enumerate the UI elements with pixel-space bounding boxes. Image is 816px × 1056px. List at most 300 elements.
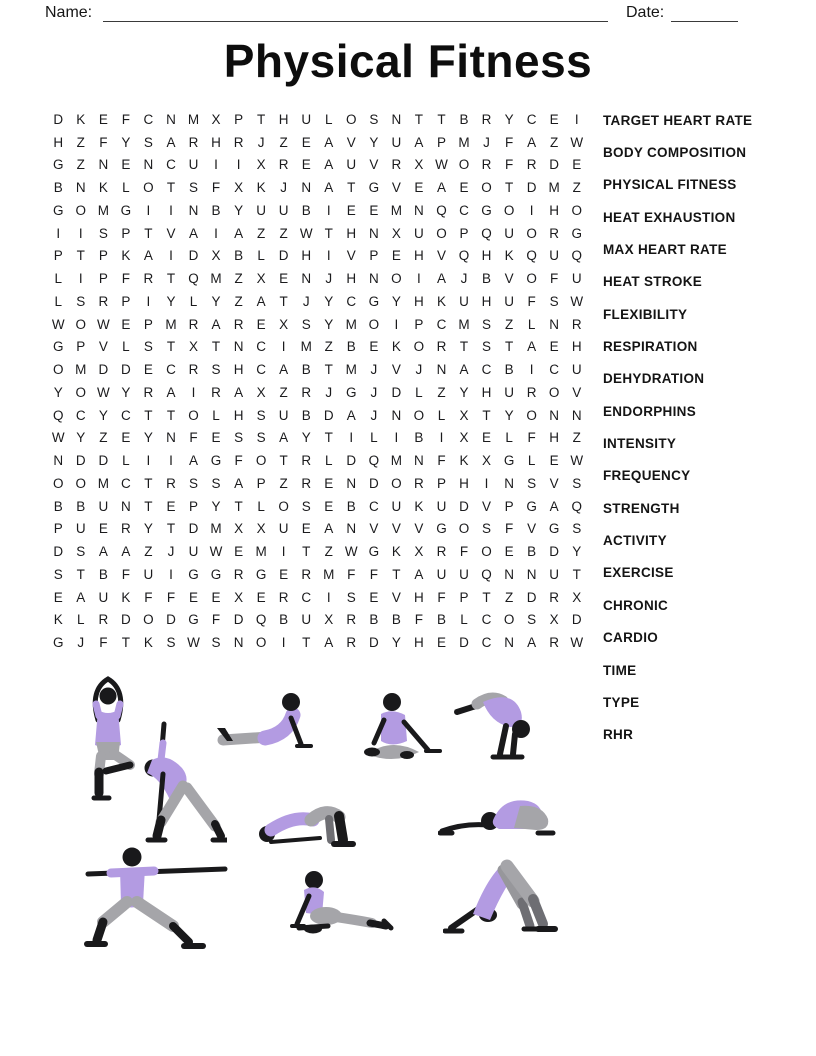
grid-cell-r14c2: C bbox=[75, 407, 86, 423]
grid-cell-r3c22: R bbox=[526, 157, 537, 173]
grid-cell-r23c8: F bbox=[211, 612, 221, 628]
grid-cell-r8c5: R bbox=[143, 271, 154, 287]
grid-cell-r1c10: T bbox=[257, 111, 266, 127]
grid-cell-r16c9: F bbox=[234, 453, 243, 469]
grid-cell-r9c19: U bbox=[459, 293, 469, 309]
grid-cell-r17c1: O bbox=[53, 475, 64, 491]
grid-cell-r1c8: X bbox=[211, 111, 221, 127]
grid-cell-r19c18: G bbox=[436, 521, 447, 537]
grid-cell-r7c5: A bbox=[143, 248, 153, 264]
grid-cell-r13c17: L bbox=[415, 384, 423, 400]
grid-cell-r21c15: F bbox=[369, 566, 378, 582]
grid-cell-r15c9: S bbox=[234, 430, 244, 446]
grid-cell-r14c1: Q bbox=[53, 407, 64, 423]
grid-cell-r19c10: X bbox=[256, 521, 266, 537]
grid-cell-r5c19: C bbox=[459, 202, 469, 218]
grid-cell-r14c16: N bbox=[391, 407, 402, 423]
grid-cell-r13c1: Y bbox=[53, 384, 63, 400]
grid-cell-r1c17: T bbox=[414, 111, 424, 127]
grid-cell-r6c10: Z bbox=[257, 225, 266, 241]
grid-cell-r12c8: S bbox=[211, 362, 221, 378]
grid-cell-r9c18: K bbox=[436, 293, 446, 309]
grid-cell-r1c23: E bbox=[549, 111, 559, 127]
grid-cell-r16c4: L bbox=[122, 453, 130, 469]
grid-cell-r20c18: R bbox=[436, 544, 447, 560]
grid-cell-r2c24: W bbox=[570, 134, 584, 150]
grid-cell-r22c15: E bbox=[369, 589, 379, 605]
grid-cell-r8c9: Z bbox=[234, 271, 243, 287]
word-list-item: STRENGTH bbox=[603, 500, 680, 516]
grid-cell-r5c10: U bbox=[256, 202, 266, 218]
grid-cell-r9c16: Y bbox=[391, 293, 401, 309]
grid-cell-r10c6: M bbox=[165, 316, 177, 332]
grid-cell-r7c14: V bbox=[346, 248, 356, 264]
grid-cell-r12c4: D bbox=[121, 362, 131, 378]
grid-cell-r18c18: U bbox=[436, 498, 447, 514]
grid-cell-r7c19: Q bbox=[458, 248, 470, 264]
grid-cell-r8c13: J bbox=[325, 271, 333, 287]
grid-cell-r6c11: Z bbox=[279, 225, 288, 241]
grid-cell-r15c2: Y bbox=[76, 430, 86, 446]
grid-cell-r22c24: X bbox=[572, 589, 582, 605]
grid-cell-r8c3: P bbox=[98, 271, 108, 287]
grid-cell-r6c18: O bbox=[436, 225, 447, 241]
word-list-item: TIME bbox=[603, 662, 637, 678]
grid-cell-r13c5: R bbox=[143, 384, 154, 400]
grid-cell-r23c3: R bbox=[98, 612, 109, 628]
grid-cell-r3c15: V bbox=[369, 157, 379, 173]
grid-cell-r20c10: M bbox=[255, 544, 267, 560]
grid-cell-r21c23: U bbox=[549, 566, 560, 582]
grid-cell-r6c1: I bbox=[56, 225, 61, 241]
grid-cell-r19c9: X bbox=[234, 521, 244, 537]
grid-cell-r7c20: H bbox=[481, 248, 492, 264]
grid-cell-r20c3: A bbox=[98, 544, 108, 560]
grid-cell-r5c16: M bbox=[390, 202, 402, 218]
grid-cell-r10c23: N bbox=[549, 316, 560, 332]
grid-cell-r3c16: R bbox=[391, 157, 402, 173]
grid-cell-r13c13: J bbox=[325, 384, 333, 400]
grid-cell-r6c23: R bbox=[549, 225, 560, 241]
grid-cell-r3c13: A bbox=[324, 157, 334, 173]
grid-cell-r14c20: T bbox=[482, 407, 491, 423]
grid-cell-r21c8: G bbox=[210, 566, 222, 582]
grid-cell-r8c20: B bbox=[482, 271, 492, 287]
grid-cell-r22c5: F bbox=[144, 589, 153, 605]
grid-cell-r1c15: S bbox=[369, 111, 379, 127]
grid-cell-r5c14: E bbox=[346, 202, 356, 218]
grid-cell-r21c18: U bbox=[436, 566, 447, 582]
grid-cell-r16c22: L bbox=[527, 453, 536, 469]
name-label: Name: bbox=[45, 4, 93, 21]
grid-cell-r6c8: I bbox=[214, 225, 218, 241]
grid-cell-r8c2: I bbox=[78, 271, 83, 287]
grid-cell-r9c2: S bbox=[76, 293, 86, 309]
grid-cell-r4c9: X bbox=[234, 180, 244, 196]
grid-cell-r13c16: D bbox=[391, 384, 402, 400]
grid-cell-r6c2: I bbox=[78, 225, 83, 241]
grid-cell-r2c19: M bbox=[458, 134, 470, 150]
grid-cell-r9c5: I bbox=[146, 293, 151, 309]
grid-cell-r17c21: N bbox=[504, 475, 514, 491]
grid-cell-r4c17: E bbox=[414, 180, 424, 196]
grid-cell-r18c12: S bbox=[301, 498, 311, 514]
grid-cell-r11c5: S bbox=[143, 339, 153, 355]
grid-cell-r19c17: V bbox=[414, 521, 424, 537]
grid-cell-r12c16: V bbox=[391, 362, 401, 378]
grid-cell-r6c21: U bbox=[504, 225, 514, 241]
grid-cell-r8c7: Q bbox=[188, 271, 199, 287]
grid-cell-r24c2: J bbox=[77, 635, 85, 651]
word-list-item: INTENSITY bbox=[603, 436, 677, 452]
grid-cell-r5c4: G bbox=[120, 202, 132, 218]
grid-cell-r12c13: T bbox=[324, 362, 333, 378]
grid-cell-r19c23: G bbox=[548, 521, 560, 537]
grid-cell-r24c17: H bbox=[414, 635, 424, 651]
grid-cell-r6c13: T bbox=[324, 225, 333, 241]
grid-cell-r8c14: H bbox=[346, 271, 357, 287]
grid-cell-r2c9: R bbox=[233, 134, 244, 150]
grid-cell-r23c11: B bbox=[279, 612, 289, 628]
grid-cell-r16c8: G bbox=[210, 453, 222, 469]
grid-cell-r17c3: M bbox=[97, 475, 109, 491]
grid-cell-r12c5: E bbox=[143, 362, 153, 378]
grid-cell-r12c7: R bbox=[188, 362, 199, 378]
grid-cell-r14c3: Y bbox=[98, 407, 108, 423]
grid-cell-r8c22: O bbox=[526, 271, 537, 287]
grid-cell-r6c16: X bbox=[391, 225, 401, 241]
grid-cell-r9c1: L bbox=[54, 293, 63, 309]
grid-cell-r19c19: O bbox=[458, 521, 470, 537]
grid-cell-r15c11: A bbox=[279, 430, 289, 446]
grid-cell-r6c5: T bbox=[144, 225, 153, 241]
grid-cell-r7c11: D bbox=[278, 248, 289, 264]
grid-cell-r11c15: E bbox=[369, 339, 379, 355]
grid-cell-r5c23: H bbox=[549, 202, 560, 218]
grid-cell-r14c7: O bbox=[188, 407, 199, 423]
grid-cell-r20c2: S bbox=[76, 544, 86, 560]
grid-cell-r20c4: A bbox=[121, 544, 131, 560]
grid-cell-r24c23: R bbox=[549, 635, 560, 651]
grid-cell-r3c5: N bbox=[143, 157, 154, 173]
grid-cell-r15c3: Z bbox=[99, 430, 108, 446]
grid-cell-r20c22: B bbox=[527, 544, 537, 560]
grid-cell-r23c12: U bbox=[301, 612, 312, 628]
grid-cell-r17c12: R bbox=[301, 475, 312, 491]
grid-cell-r7c18: V bbox=[436, 248, 446, 264]
grid-cell-r9c17: H bbox=[414, 293, 424, 309]
grid-cell-r14c19: X bbox=[459, 407, 469, 423]
grid-cell-r12c9: H bbox=[233, 362, 244, 378]
grid-cell-r18c23: A bbox=[549, 498, 559, 514]
grid-cell-r15c14: I bbox=[349, 430, 354, 446]
grid-cell-r24c13: A bbox=[324, 635, 334, 651]
grid-cell-r10c4: E bbox=[121, 316, 131, 332]
grid-cell-r13c23: O bbox=[548, 384, 560, 400]
grid-cell-r21c14: F bbox=[347, 566, 356, 582]
grid-cell-r13c21: U bbox=[504, 384, 514, 400]
grid-cell-r12c14: M bbox=[345, 362, 357, 378]
grid-cell-r18c9: T bbox=[234, 498, 243, 514]
grid-cell-r17c20: I bbox=[484, 475, 489, 491]
grid-cell-r21c2: T bbox=[76, 566, 85, 582]
grid-cell-r4c19: E bbox=[459, 180, 469, 196]
grid-cell-r10c3: W bbox=[96, 316, 110, 332]
grid-cell-r8c4: F bbox=[121, 271, 130, 287]
word-list-item: HEAT STROKE bbox=[603, 274, 703, 290]
grid-cell-r10c14: M bbox=[345, 316, 357, 332]
grid-cell-r1c6: N bbox=[166, 111, 176, 127]
grid-cell-r11c13: Z bbox=[324, 339, 333, 355]
grid-cell-r21c4: F bbox=[121, 566, 130, 582]
grid-cell-r6c20: Q bbox=[481, 225, 492, 241]
grid-cell-r7c4: K bbox=[121, 248, 131, 264]
grid-cell-r16c21: G bbox=[503, 453, 515, 469]
grid-cell-r19c24: S bbox=[572, 521, 582, 537]
grid-cell-r21c13: M bbox=[323, 566, 335, 582]
grid-cell-r2c12: E bbox=[301, 134, 311, 150]
grid-cell-r4c14: T bbox=[347, 180, 356, 196]
grid-cell-r2c23: Z bbox=[550, 134, 559, 150]
grid-cell-r20c7: U bbox=[188, 544, 199, 560]
grid-cell-r17c5: T bbox=[144, 475, 153, 491]
grid-cell-r12c3: D bbox=[98, 362, 109, 378]
grid-cell-r3c23: D bbox=[549, 157, 560, 173]
word-list-item: ENDORPHINS bbox=[603, 403, 697, 419]
grid-cell-r20c15: G bbox=[368, 544, 380, 560]
grid-cell-r9c6: Y bbox=[166, 293, 176, 309]
grid-cell-r7c1: P bbox=[53, 248, 63, 264]
grid-cell-r19c11: U bbox=[278, 521, 289, 537]
grid-cell-r11c14: B bbox=[346, 339, 356, 355]
grid-cell-r14c4: C bbox=[121, 407, 131, 423]
grid-cell-r20c11: I bbox=[281, 544, 286, 560]
grid-cell-r23c4: D bbox=[121, 612, 131, 628]
grid-cell-r15c7: F bbox=[189, 430, 198, 446]
grid-cell-r20c13: Z bbox=[324, 544, 333, 560]
grid-cell-r10c2: O bbox=[75, 316, 87, 332]
grid-cell-r20c12: T bbox=[302, 544, 311, 560]
word-list-item: ACTIVITY bbox=[603, 533, 667, 549]
grid-cell-r23c6: D bbox=[166, 612, 176, 628]
grid-cell-r16c12: R bbox=[301, 453, 312, 469]
grid-cell-r23c18: B bbox=[436, 612, 446, 628]
grid-cell-r11c7: X bbox=[189, 339, 199, 355]
grid-cell-r15c22: F bbox=[527, 430, 536, 446]
grid-cell-r14c9: H bbox=[233, 407, 244, 423]
grid-cell-r24c19: D bbox=[459, 635, 469, 651]
grid-cell-r13c22: R bbox=[526, 384, 537, 400]
grid-cell-r5c3: M bbox=[97, 202, 109, 218]
grid-cell-r22c1: E bbox=[53, 589, 63, 605]
grid-cell-r18c21: P bbox=[504, 498, 514, 514]
grid-cell-r5c9: Y bbox=[234, 202, 244, 218]
grid-cell-r9c14: C bbox=[346, 293, 357, 309]
grid-cell-r18c4: N bbox=[121, 498, 131, 514]
grid-cell-r15c13: T bbox=[324, 430, 333, 446]
grid-cell-r5c7: N bbox=[188, 202, 199, 218]
seated-twist-pose-illustration bbox=[352, 690, 444, 768]
grid-cell-r7c8: X bbox=[211, 248, 221, 264]
grid-cell-r9c9: Z bbox=[234, 293, 243, 309]
page-title: Physical Fitness bbox=[223, 35, 593, 87]
grid-cell-r10c15: O bbox=[368, 316, 380, 332]
grid-cell-r19c7: D bbox=[188, 521, 199, 537]
grid-cell-r16c20: X bbox=[482, 453, 492, 469]
grid-cell-r24c24: W bbox=[570, 635, 584, 651]
grid-cell-r1c3: E bbox=[98, 111, 108, 127]
grid-cell-r21c19: U bbox=[459, 566, 469, 582]
grid-cell-r21c22: N bbox=[526, 566, 537, 582]
grid-cell-r10c9: R bbox=[233, 316, 244, 332]
grid-cell-r3c8: I bbox=[214, 157, 218, 173]
grid-cell-r10c8: A bbox=[211, 316, 221, 332]
grid-cell-r22c2: A bbox=[76, 589, 86, 605]
grid-cell-r4c22: D bbox=[526, 180, 537, 196]
grid-cell-r17c11: Z bbox=[279, 475, 288, 491]
grid-cell-r1c12: U bbox=[301, 111, 312, 127]
grid-cell-r19c13: A bbox=[324, 521, 334, 537]
word-list-item: TARGET HEART RATE bbox=[603, 112, 753, 128]
grid-cell-r7c21: K bbox=[504, 248, 514, 264]
grid-cell-r8c16: O bbox=[391, 271, 402, 287]
grid-cell-r7c23: U bbox=[549, 248, 560, 264]
word-list-item: EXERCISE bbox=[603, 565, 674, 581]
grid-cell-r9c21: U bbox=[504, 293, 514, 309]
grid-cell-r8c6: T bbox=[166, 271, 176, 287]
grid-cell-r1c19: B bbox=[459, 111, 469, 127]
grid-cell-r21c24: T bbox=[572, 566, 581, 582]
grid-cell-r4c1: B bbox=[53, 180, 63, 196]
grid-cell-r22c10: E bbox=[256, 589, 266, 605]
grid-cell-r6c9: A bbox=[234, 225, 244, 241]
grid-cell-r13c14: G bbox=[346, 384, 357, 400]
grid-cell-r17c15: D bbox=[368, 475, 379, 491]
grid-cell-r3c9: I bbox=[236, 157, 241, 173]
grid-cell-r12c10: C bbox=[256, 362, 266, 378]
grid-cell-r22c7: E bbox=[189, 589, 199, 605]
grid-cell-r22c19: P bbox=[459, 589, 469, 605]
grid-cell-r5c2: O bbox=[75, 202, 87, 218]
grid-cell-r17c19: H bbox=[459, 475, 469, 491]
grid-cell-r13c8: R bbox=[211, 384, 221, 400]
grid-cell-r22c16: V bbox=[391, 589, 401, 605]
grid-cell-r1c2: K bbox=[76, 111, 86, 127]
grid-cell-r11c10: C bbox=[256, 339, 266, 355]
grid-cell-r24c20: C bbox=[481, 635, 492, 651]
grid-cell-r23c5: O bbox=[143, 612, 154, 628]
grid-cell-r20c19: F bbox=[459, 544, 469, 560]
grid-cell-r22c20: T bbox=[482, 589, 491, 605]
grid-cell-r14c12: B bbox=[301, 407, 311, 423]
grid-cell-r2c18: P bbox=[436, 134, 446, 150]
grid-cell-r24c7: W bbox=[187, 635, 200, 651]
grid-cell-r9c20: H bbox=[481, 293, 492, 309]
grid-cell-r20c14: W bbox=[344, 544, 358, 560]
grid-cell-r7c12: H bbox=[301, 248, 312, 264]
grid-cell-r12c1: O bbox=[53, 362, 64, 378]
grid-cell-r10c18: C bbox=[436, 316, 447, 332]
bridge-pose-illustration bbox=[256, 796, 366, 850]
grid-cell-r13c24: V bbox=[572, 384, 582, 400]
grid-cell-r14c14: A bbox=[346, 407, 356, 423]
grid-cell-r10c17: P bbox=[414, 316, 424, 332]
grid-cell-r15c16: I bbox=[394, 430, 399, 446]
grid-cell-r22c21: Z bbox=[504, 589, 514, 605]
grid-cell-r24c15: D bbox=[368, 635, 379, 651]
grid-cell-r3c4: E bbox=[121, 157, 131, 173]
grid-cell-r14c6: T bbox=[166, 407, 176, 423]
grid-cell-r1c21: Y bbox=[504, 111, 514, 127]
grid-cell-r2c5: S bbox=[143, 134, 153, 150]
grid-cell-r24c6: S bbox=[166, 635, 176, 651]
grid-cell-r18c1: B bbox=[53, 498, 63, 514]
grid-cell-r15c1: W bbox=[51, 430, 65, 446]
grid-cell-r14c21: Y bbox=[504, 407, 514, 423]
grid-cell-r24c22: A bbox=[527, 635, 537, 651]
grid-cell-r23c1: K bbox=[53, 612, 63, 628]
grid-cell-r23c20: C bbox=[481, 612, 492, 628]
grid-cell-r22c6: F bbox=[166, 589, 176, 605]
grid-cell-r13c9: A bbox=[234, 384, 244, 400]
grid-cell-r6c14: H bbox=[346, 225, 357, 241]
grid-cell-r13c18: Z bbox=[437, 384, 446, 400]
grid-cell-r2c7: R bbox=[188, 134, 199, 150]
grid-cell-r18c14: B bbox=[346, 498, 356, 514]
grid-cell-r9c3: R bbox=[98, 293, 109, 309]
grid-cell-r17c16: O bbox=[391, 475, 402, 491]
grid-cell-r8c19: J bbox=[460, 271, 468, 287]
grid-cell-r7c2: T bbox=[76, 248, 85, 264]
grid-cell-r24c12: T bbox=[302, 635, 311, 651]
grid-cell-r11c22: A bbox=[527, 339, 537, 355]
grid-cell-r1c16: N bbox=[391, 111, 402, 127]
word-list-item: RESPIRATION bbox=[603, 339, 698, 355]
grid-cell-r10c5: P bbox=[143, 316, 153, 332]
grid-cell-r15c12: Y bbox=[301, 430, 311, 446]
grid-cell-r12c2: M bbox=[75, 362, 87, 378]
grid-cell-r18c5: T bbox=[144, 498, 153, 514]
grid-cell-r10c7: R bbox=[188, 316, 199, 332]
grid-cell-r22c12: C bbox=[301, 589, 312, 605]
grid-cell-r16c17: N bbox=[414, 453, 424, 469]
childs-pose-illustration bbox=[438, 794, 560, 840]
grid-cell-r19c22: V bbox=[527, 521, 537, 537]
grid-cell-r9c8: Y bbox=[211, 293, 221, 309]
grid-cell-r17c7: S bbox=[189, 475, 199, 491]
grid-cell-r22c22: D bbox=[526, 589, 537, 605]
grid-cell-r19c5: Y bbox=[143, 521, 153, 537]
grid-cell-r9c12: J bbox=[302, 293, 310, 309]
grid-cell-r11c18: R bbox=[436, 339, 447, 355]
grid-cell-r15c15: L bbox=[370, 430, 378, 446]
crow-pose-illustration bbox=[453, 690, 535, 765]
grid-cell-r5c6: I bbox=[169, 202, 173, 218]
grid-cell-r7c10: L bbox=[257, 248, 265, 264]
grid-cell-r16c18: F bbox=[437, 453, 446, 469]
grid-cell-r17c13: E bbox=[324, 475, 334, 491]
grid-cell-r6c6: V bbox=[166, 225, 176, 241]
grid-cell-r14c8: L bbox=[212, 407, 220, 423]
grid-cell-r15c23: H bbox=[549, 430, 560, 446]
grid-cell-r24c5: K bbox=[143, 635, 153, 651]
grid-cell-r6c17: U bbox=[414, 225, 424, 241]
grid-cell-r19c1: P bbox=[53, 521, 63, 537]
grid-cell-r5c5: I bbox=[146, 202, 151, 218]
grid-cell-r17c6: R bbox=[166, 475, 176, 491]
grid-cell-r8c8: M bbox=[210, 271, 222, 287]
grid-cell-r7c13: I bbox=[326, 248, 331, 264]
